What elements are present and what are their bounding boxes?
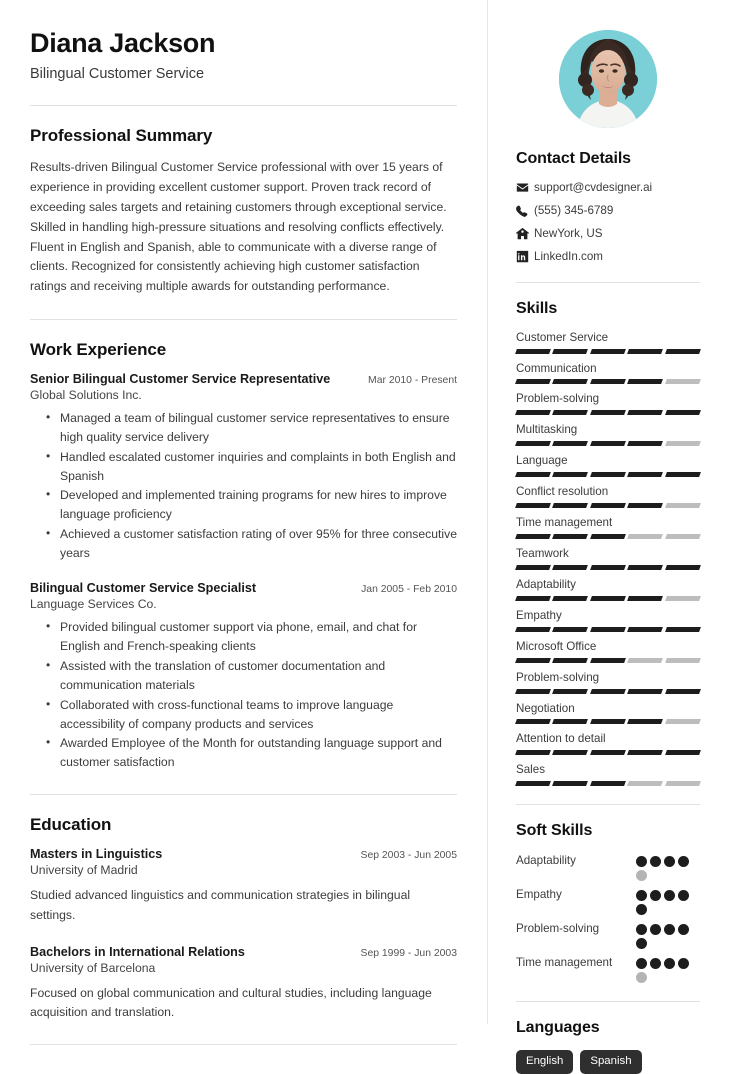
skill-bar-segment — [627, 534, 663, 539]
skill-bar-segment — [552, 689, 588, 694]
section-heading: Contact Details — [516, 150, 631, 167]
education-school: University of Barcelona — [30, 960, 156, 975]
language-tag: English — [516, 1050, 573, 1074]
skill-bar-segment — [515, 627, 551, 632]
education-description: Studied advanced linguistics and communication strategies in bilingual settings. — [30, 888, 411, 922]
work-bullet: • Awarded Employee of the Month for outstanding language support and customer satisfaction — [60, 734, 457, 772]
skill-label: Adaptability — [516, 577, 576, 591]
phone-icon — [516, 204, 534, 217]
skill-level-bar — [516, 565, 700, 570]
skill-bar-segment — [665, 441, 701, 446]
contact-value: (555) 345-6789 — [534, 203, 614, 217]
skill-row — [516, 640, 700, 663]
avatar — [559, 30, 657, 128]
skill-label: Conflict resolution — [516, 485, 609, 499]
skill-bar-segment — [665, 379, 701, 384]
soft-skill-dot — [636, 938, 647, 949]
skill-bar-segment — [590, 349, 626, 354]
work-organization: Global Solutions Inc. — [30, 387, 142, 402]
skill-row — [516, 331, 700, 354]
skill-bar-segment — [515, 596, 551, 601]
skill-bar-segment — [590, 596, 626, 601]
skill-bar-segment — [552, 565, 588, 570]
skill-level-bar — [516, 719, 700, 724]
soft-skill-dot — [636, 972, 647, 983]
skill-bar-segment — [590, 441, 626, 446]
skill-bar-segment — [590, 379, 626, 384]
skill-bar-segment — [627, 658, 663, 663]
soft-skill-dot — [664, 924, 675, 935]
skill-bar-segment — [627, 719, 663, 724]
language-tag-list — [516, 1050, 700, 1074]
skill-bar-segment — [665, 503, 701, 508]
skill-bar-segment — [515, 441, 551, 446]
skill-bar-segment — [552, 596, 588, 601]
skill-bar-segment — [515, 379, 551, 384]
skill-level-bar — [516, 781, 700, 786]
skill-bar-segment — [590, 534, 626, 539]
skill-bar-segment — [665, 689, 701, 694]
soft-skill-label: Problem-solving — [516, 922, 600, 936]
section-professional-summary — [30, 126, 457, 296]
candidate-name: Diana Jackson — [30, 28, 216, 58]
education-entry-header — [30, 945, 457, 959]
skill-level-bar — [516, 503, 700, 508]
skill-bar-segment — [627, 689, 663, 694]
work-bullet: • Collaborated with cross-functional teams to improve language accessibility of company products and services — [60, 696, 457, 734]
section-skills — [516, 300, 700, 787]
soft-skill-dot — [664, 890, 675, 901]
divider — [516, 282, 700, 283]
skill-bar-segment — [590, 472, 626, 477]
skill-bar-segment — [665, 349, 701, 354]
soft-skill-level-dots — [636, 921, 700, 949]
soft-skill-label: Time management — [516, 956, 613, 970]
soft-skill-dot — [678, 924, 689, 935]
work-entry-header — [30, 581, 457, 595]
linkedin-icon — [516, 250, 534, 263]
section-soft-skills — [516, 822, 700, 983]
section-work-experience — [30, 340, 457, 773]
skill-bar-segment — [627, 441, 663, 446]
soft-skill-dot — [650, 890, 661, 901]
skill-row — [516, 516, 700, 539]
education-entry — [30, 945, 457, 1023]
section-heading: Skills — [516, 299, 558, 317]
skill-bar-segment — [627, 781, 663, 786]
soft-skill-level-dots — [636, 853, 700, 881]
skill-bar-segment — [552, 750, 588, 755]
skill-row — [516, 763, 700, 786]
soft-skill-level-dots — [636, 955, 700, 983]
skill-label: Teamwork — [516, 546, 569, 560]
skill-bar-segment — [515, 410, 551, 415]
skill-level-bar — [516, 379, 700, 384]
skill-level-bar — [516, 349, 700, 354]
work-bullet: • Assisted with the translation of customer documentation and communication materials — [60, 657, 457, 695]
skill-level-bar — [516, 534, 700, 539]
page-title — [30, 28, 457, 83]
contact-value: support@cvdesigner.ai — [534, 181, 653, 194]
skill-label: Problem-solving — [516, 392, 600, 406]
skill-bar-segment — [552, 441, 588, 446]
summary-text: Results-driven Bilingual Customer Service professional with over 15 years of experience in providing excellent customer support. Proven track record of exceeding sales targets and retaining customers through exceptional service. Skilled in handling high-pressure situations and resolving conflicts effectively. Fluent in English and Spanish, able to communicate with a diverse range of clients. Recognized for consistently achieving high customer satisfaction ratings and receiving multiple awards for outstanding performance. — [30, 160, 447, 294]
skill-label: Empathy — [516, 608, 562, 622]
skill-label: Customer Service — [516, 330, 609, 344]
skill-row — [516, 392, 700, 415]
skill-row — [516, 485, 700, 508]
contact-value: LinkedIn.com — [534, 249, 603, 263]
soft-skill-dot — [678, 890, 689, 901]
skill-bar-segment — [665, 596, 701, 601]
skill-label: Language — [516, 454, 568, 468]
soft-skills-list — [516, 853, 700, 983]
skill-label: Problem-solving — [516, 670, 600, 684]
soft-skill-dot — [650, 958, 661, 969]
soft-skill-dot — [650, 924, 661, 935]
skill-bar-segment — [590, 410, 626, 415]
soft-skill-dot — [636, 958, 647, 969]
skill-bar-segment — [665, 410, 701, 415]
section-contact-details — [516, 150, 700, 264]
skill-bar-segment — [515, 565, 551, 570]
work-bullet: • Developed and implemented training programs for new hires to improve language proficiency — [60, 486, 457, 524]
skill-bar-segment — [590, 750, 626, 755]
skill-label: Communication — [516, 361, 597, 375]
skill-row — [516, 609, 700, 632]
skill-row — [516, 671, 700, 694]
portrait-photo-icon — [559, 30, 657, 128]
soft-skill-dot — [678, 856, 689, 867]
work-role: Senior Bilingual Customer Service Representative — [30, 371, 331, 386]
work-bullet-list — [30, 409, 457, 563]
soft-skill-label: Adaptability — [516, 854, 576, 868]
skill-label: Time management — [516, 516, 613, 530]
contact-row[interactable] — [516, 181, 700, 195]
work-bullet: • Provided bilingual customer support via phone, email, and chat for English and French-speaking clients — [60, 618, 457, 656]
work-role: Bilingual Customer Service Specialist — [30, 581, 257, 596]
work-date: Mar 2010 - Present — [368, 374, 457, 386]
skill-bar-segment — [627, 472, 663, 477]
work-date: Jan 2005 - Feb 2010 — [361, 584, 457, 596]
spacer — [30, 931, 457, 945]
section-heading: Soft Skills — [516, 822, 593, 840]
divider — [30, 319, 457, 320]
skill-bar-segment — [665, 627, 701, 632]
skill-row — [516, 362, 700, 385]
skill-bar-segment — [665, 565, 701, 570]
divider — [30, 105, 457, 106]
education-description: Focused on global communication and cultural studies, including language acquisition and translation. — [30, 985, 432, 1020]
skill-bar-segment — [665, 658, 701, 663]
skill-bar-segment — [515, 781, 551, 786]
skill-bar-segment — [590, 627, 626, 632]
section-languages — [516, 1019, 700, 1074]
skill-bar-segment — [590, 565, 626, 570]
skill-bar-segment — [515, 689, 551, 694]
skill-bar-segment — [665, 750, 701, 755]
skills-list — [516, 331, 700, 787]
education-degree: Bachelors in International Relations — [30, 944, 245, 959]
work-entry-header — [30, 372, 457, 386]
education-entry-header — [30, 847, 457, 861]
skill-bar-segment — [552, 410, 588, 415]
soft-skill-dot — [678, 958, 689, 969]
spacer — [30, 567, 457, 581]
skill-bar-segment — [515, 472, 551, 477]
skill-bar-segment — [552, 781, 588, 786]
skill-bar-segment — [552, 349, 588, 354]
skill-label: Microsoft Office — [516, 639, 597, 653]
skill-bar-segment — [590, 781, 626, 786]
home-icon — [516, 227, 534, 240]
skill-row — [516, 547, 700, 570]
soft-skill-row — [516, 853, 700, 881]
work-bullet: • Managed a team of bilingual customer service representatives to ensure high quality service delivery — [60, 409, 457, 447]
skill-bar-segment — [552, 472, 588, 477]
education-date: Sep 2003 - Jun 2005 — [360, 850, 457, 862]
divider — [516, 804, 700, 805]
soft-skill-dot — [636, 890, 647, 901]
divider — [516, 1001, 700, 1002]
skill-bar-segment — [627, 750, 663, 755]
skill-label: Sales — [516, 763, 546, 777]
skill-level-bar — [516, 596, 700, 601]
work-entry-list — [30, 372, 457, 773]
skill-bar-segment — [552, 534, 588, 539]
divider — [30, 1044, 457, 1045]
soft-skill-label: Empathy — [516, 888, 562, 902]
work-bullet: • Achieved a customer satisfaction rating of over 95% for three consecutive years — [60, 525, 457, 563]
skill-row — [516, 732, 700, 755]
skill-level-bar — [516, 410, 700, 415]
soft-skill-dot — [636, 904, 647, 915]
skill-bar-segment — [590, 719, 626, 724]
skill-row — [516, 702, 700, 725]
skill-bar-segment — [627, 596, 663, 601]
skill-level-bar — [516, 750, 700, 755]
language-tag: Spanish — [580, 1050, 641, 1074]
soft-skill-dot — [636, 924, 647, 935]
work-bullet: • Handled escalated customer inquiries and complaints in both English and Spanish — [60, 448, 457, 486]
education-date: Sep 1999 - Jun 2003 — [360, 947, 457, 959]
skill-level-bar — [516, 441, 700, 446]
contact-row[interactable] — [516, 227, 700, 241]
soft-skill-dot — [636, 856, 647, 867]
skill-bar-segment — [552, 627, 588, 632]
section-heading: Languages — [516, 1019, 600, 1037]
skill-bar-segment — [627, 503, 663, 508]
candidate-job-title: Bilingual Customer Service — [30, 66, 205, 83]
education-degree: Masters in Linguistics — [30, 847, 163, 862]
section-heading: Professional Summary — [30, 126, 213, 146]
soft-skill-dot — [636, 870, 647, 881]
soft-skill-row — [516, 955, 700, 983]
skill-bar-segment — [590, 689, 626, 694]
avatar-container — [516, 30, 700, 128]
work-entry — [30, 581, 457, 772]
skill-level-bar — [516, 689, 700, 694]
skill-level-bar — [516, 472, 700, 477]
skill-bar-segment — [515, 349, 551, 354]
soft-skill-dot — [664, 856, 675, 867]
skill-label: Negotiation — [516, 701, 575, 715]
skill-row — [516, 454, 700, 477]
skill-bar-segment — [515, 750, 551, 755]
skill-bar-segment — [627, 410, 663, 415]
education-entry-list — [30, 847, 457, 1022]
skill-bar-segment — [515, 503, 551, 508]
contact-list — [516, 181, 700, 264]
soft-skill-level-dots — [636, 887, 700, 915]
sidebar-column — [487, 0, 730, 1068]
skill-row — [516, 423, 700, 446]
soft-skill-row — [516, 921, 700, 949]
skill-bar-segment — [665, 781, 701, 786]
skill-bar-segment — [627, 565, 663, 570]
section-heading: Work Experience — [30, 339, 167, 359]
skill-bar-segment — [665, 719, 701, 724]
skill-bar-segment — [627, 349, 663, 354]
envelope-icon — [516, 181, 534, 194]
skill-bar-segment — [627, 627, 663, 632]
skill-bar-segment — [552, 719, 588, 724]
skill-row — [516, 578, 700, 601]
skill-bar-segment — [590, 503, 626, 508]
column-divider — [487, 0, 488, 1024]
skill-bar-segment — [552, 503, 588, 508]
work-entry — [30, 372, 457, 563]
skill-label: Multitasking — [516, 423, 578, 437]
skill-bar-segment — [665, 534, 701, 539]
skill-bar-segment — [665, 472, 701, 477]
education-entry — [30, 847, 457, 925]
skill-bar-segment — [515, 658, 551, 663]
contact-row[interactable] — [516, 250, 700, 264]
skill-level-bar — [516, 658, 700, 663]
section-education — [30, 815, 457, 1022]
skill-bar-segment — [590, 658, 626, 663]
skill-bar-segment — [627, 379, 663, 384]
soft-skill-dot — [664, 958, 675, 969]
skill-bar-segment — [515, 719, 551, 724]
work-bullet-list — [30, 618, 457, 772]
work-organization: Language Services Co. — [30, 597, 157, 612]
section-heading: Education — [30, 815, 112, 835]
skill-level-bar — [516, 627, 700, 632]
skill-bar-segment — [552, 379, 588, 384]
skill-bar-segment — [552, 658, 588, 663]
skill-bar-segment — [515, 534, 551, 539]
soft-skill-dot — [650, 856, 661, 867]
education-school: University of Madrid — [30, 863, 138, 878]
contact-value: NewYork, US — [534, 226, 603, 240]
skill-label: Attention to detail — [516, 732, 606, 746]
soft-skill-row — [516, 887, 700, 915]
contact-row[interactable] — [516, 204, 700, 218]
divider — [30, 794, 457, 795]
